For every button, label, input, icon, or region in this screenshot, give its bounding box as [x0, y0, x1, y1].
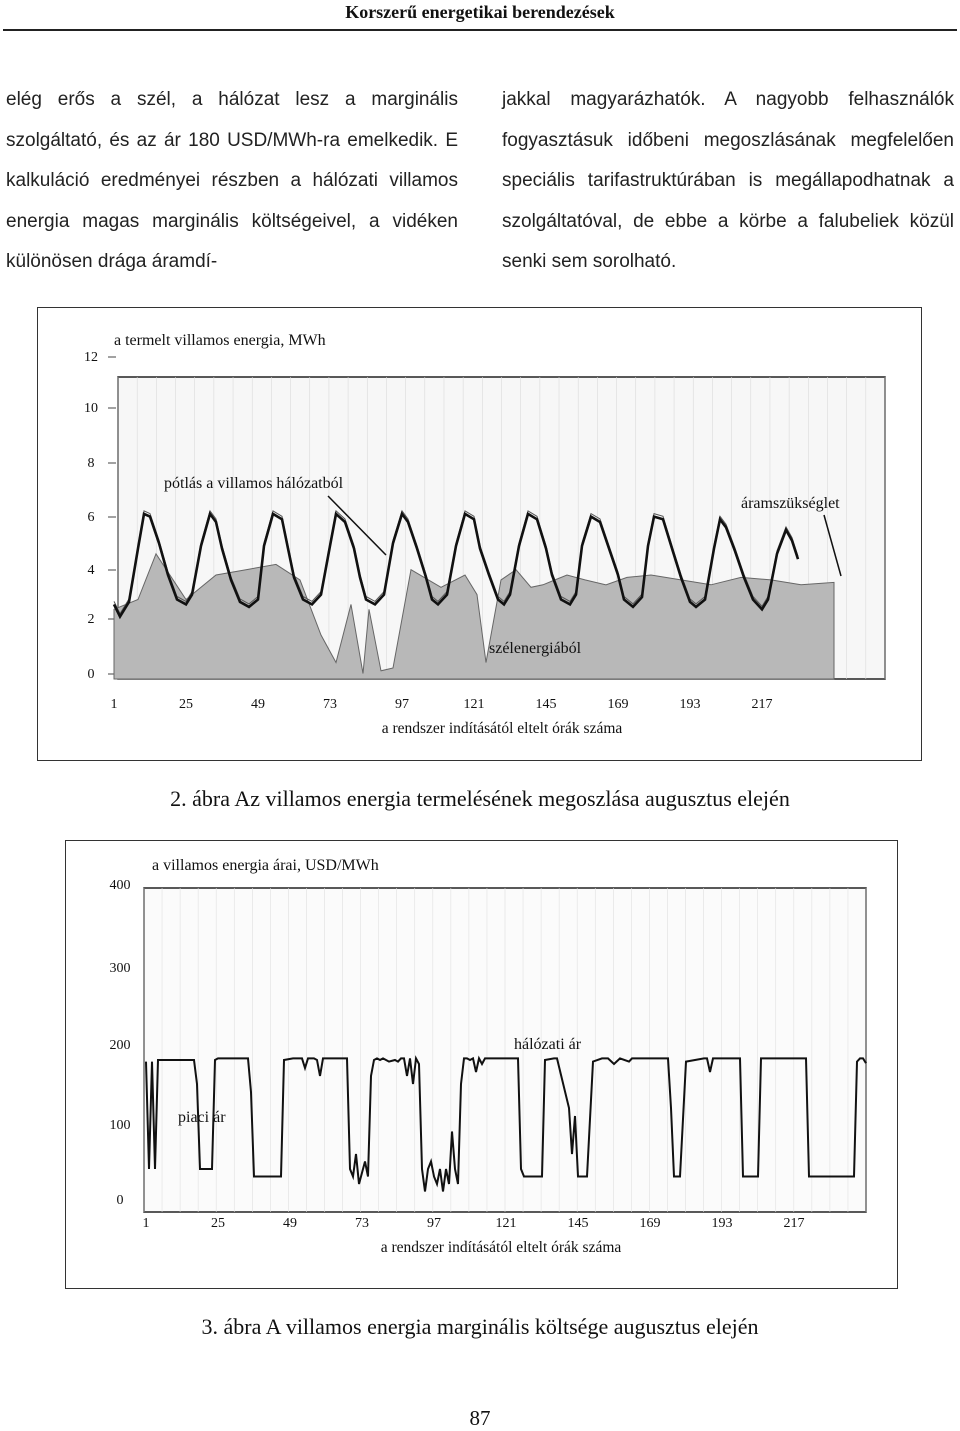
y-tick-label: 6 — [87, 510, 95, 525]
x-tick-label: 25 — [211, 1216, 225, 1231]
y-tick-label: 0 — [87, 667, 95, 682]
annotation-grid-price: hálózati ár — [514, 1036, 582, 1053]
paragraph-right: jakkal magyarázhatók. A nagyobb felhasználók fogyasztásuk időbeni megoszlásának megfelelően speciális tarifastruktúrában is megállapodhatnak a szolgáltatóval, de ebbe a körbe a falubeliek közül senki sem sorolható. — [502, 89, 954, 272]
y-tick-label: 0 — [116, 1193, 124, 1208]
price-chart — [66, 841, 897, 1288]
header-rule — [3, 29, 957, 31]
x-tick-label: 217 — [751, 697, 773, 712]
x-tick-label: 193 — [711, 1216, 733, 1231]
y-tick-label: 200 — [109, 1038, 131, 1053]
x-tick-label: 1 — [142, 1216, 150, 1231]
x-tick-label: 145 — [567, 1216, 589, 1231]
x-tick-label: 169 — [607, 697, 629, 712]
body-text-left-column — [6, 80, 458, 283]
x-tick-label: 49 — [251, 697, 265, 712]
y-tick-label: 12 — [84, 350, 98, 365]
annotation-market-price: piaci ár — [178, 1109, 226, 1126]
y-tick-label: 300 — [109, 961, 131, 976]
y-tick-label: 8 — [87, 456, 95, 471]
body-text-right-column — [502, 80, 954, 283]
y-axis-title: a villamos energia árai, USD/MWh — [152, 857, 379, 874]
x-tick-label: 145 — [535, 697, 557, 712]
x-tick-label: 97 — [427, 1216, 441, 1231]
y-tick-label: 4 — [87, 563, 95, 578]
figure-2-caption: 2. ábra Az villamos energia termelésének megoszlása augusztus elején — [170, 786, 790, 811]
x-tick-label: 1 — [110, 697, 118, 712]
x-axis-title: a rendszer indításától eltelt órák száma — [380, 1239, 622, 1256]
paragraph-left: elég erős a szél, a hálózat lesz a marginális szolgáltató, és az ár 180 USD/MWh-ra emelkedik. E kalkuláció eredményei részben a hálózati villamos energia magas marginális költségeivel, a vidéken különösen drága áramdí- — [6, 89, 458, 272]
x-tick-label: 97 — [395, 697, 409, 712]
x-tick-label: 25 — [179, 697, 193, 712]
x-tick-label: 121 — [463, 697, 485, 712]
x-tick-label: 73 — [323, 697, 337, 712]
y-axis-title: a termelt villamos energia, MWh — [114, 332, 326, 349]
x-tick-label: 73 — [355, 1216, 369, 1231]
figure-2-box — [37, 307, 922, 761]
x-tick-label: 217 — [783, 1216, 805, 1231]
y-tick-label: 400 — [109, 878, 131, 893]
x-tick-label: 49 — [283, 1216, 297, 1231]
annotation-grid-supply: pótlás a villamos hálózatból — [164, 475, 344, 492]
page-number: 87 — [469, 1406, 491, 1430]
annotation-demand: áramszükséglet — [741, 495, 840, 512]
x-tick-label: 169 — [639, 1216, 661, 1231]
x-tick-label: 121 — [495, 1216, 517, 1231]
y-tick-label: 2 — [87, 612, 95, 627]
y-tick-label: 100 — [109, 1118, 131, 1133]
production-chart — [38, 308, 921, 760]
figure-3-box — [65, 840, 898, 1289]
y-tick-label: 10 — [84, 401, 98, 416]
running-header: Korszerű energetikai berendezések — [345, 2, 615, 22]
x-tick-label: 193 — [679, 697, 701, 712]
x-axis-title: a rendszer indításától eltelt órák száma — [381, 720, 623, 737]
figure-3-caption: 3. ábra A villamos energia marginális költsége augusztus elején — [201, 1314, 759, 1339]
annotation-wind: szélenergiából — [489, 640, 582, 657]
